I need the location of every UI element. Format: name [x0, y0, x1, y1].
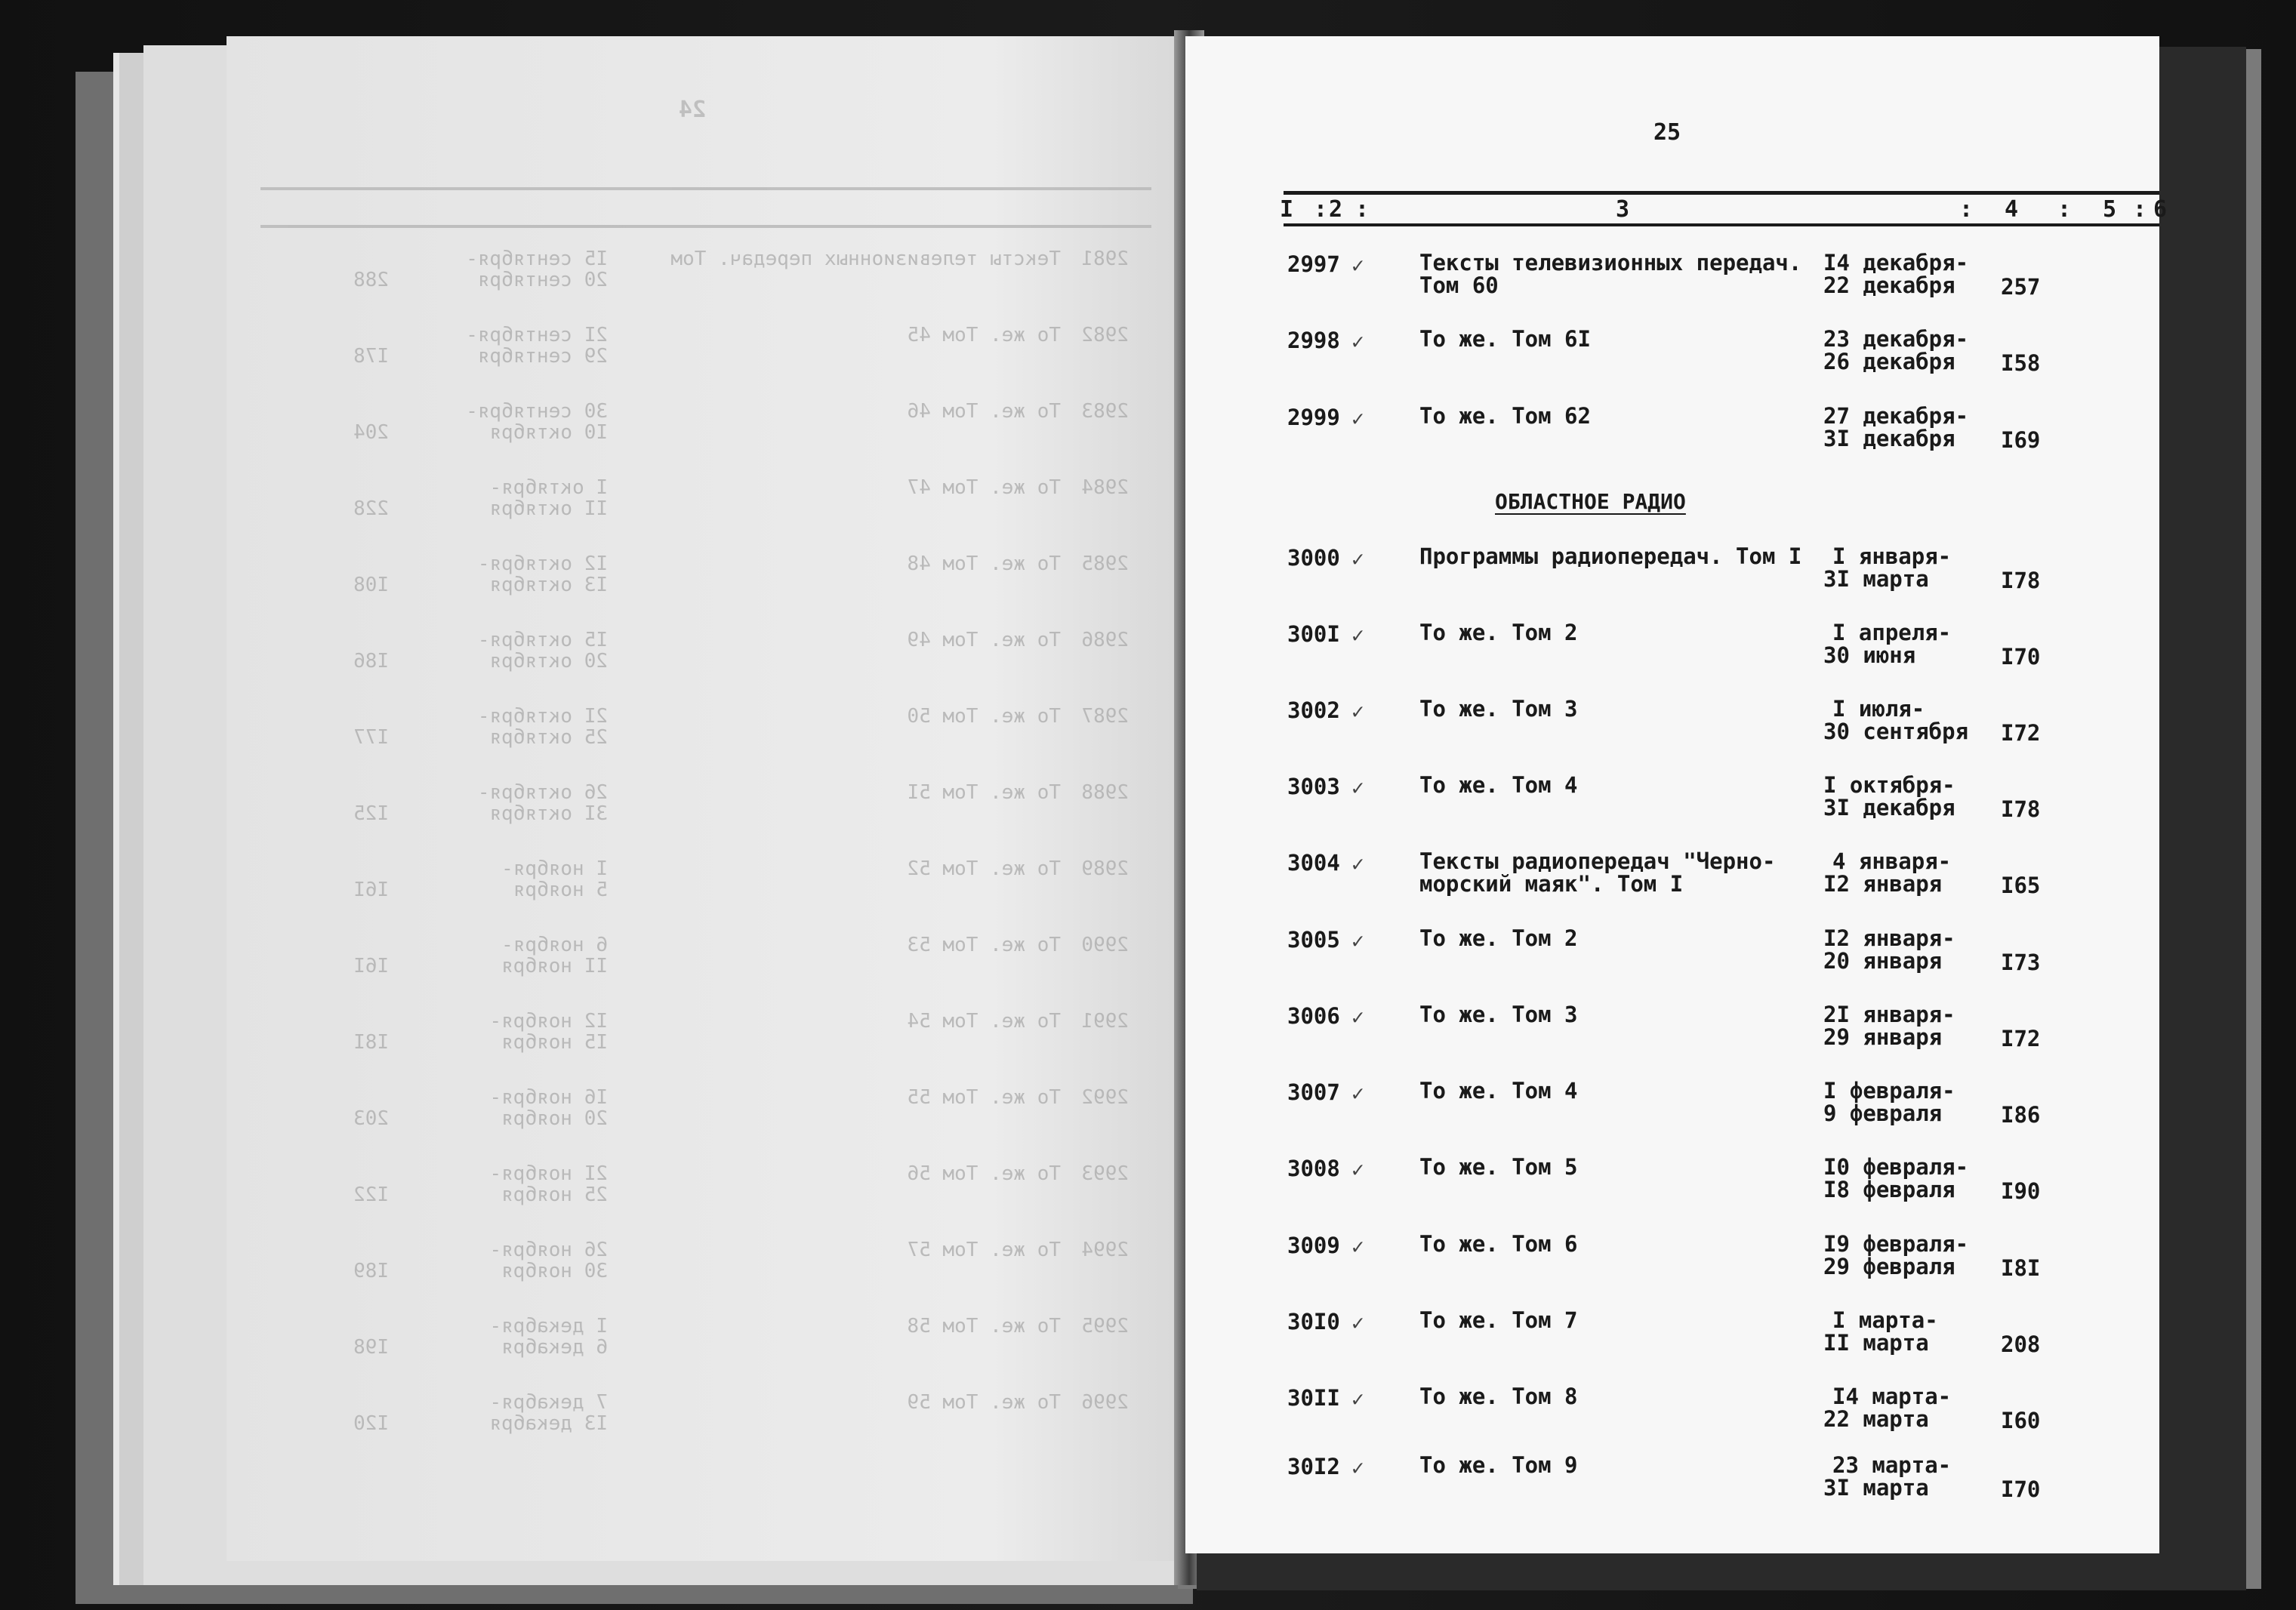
date-to: 22 декабря [1823, 272, 1955, 298]
left-date-from: 7 декабря- [489, 1391, 608, 1414]
date-to: II марта [1823, 1330, 1929, 1356]
table-row [1185, 774, 2159, 842]
date-from: I июля- [1832, 696, 1925, 722]
left-page-number: 24 [678, 97, 706, 123]
column-header: I [1280, 196, 1294, 223]
left-item-number: 2982 [1081, 324, 1129, 346]
left-date-from: I декабря- [489, 1315, 608, 1338]
item-number: 30I2 [1287, 1454, 1340, 1479]
item-title: То же. Том 2 [1419, 620, 1578, 645]
left-page-count: I98 [353, 1336, 389, 1359]
left-item-number: 2992 [1081, 1086, 1129, 1109]
date-to: 30 июня [1823, 642, 1916, 668]
table-row [1185, 621, 2159, 689]
column-header: 3 [1616, 196, 1630, 223]
left-item-title: То же. Том 57 [907, 1239, 1061, 1261]
item-dates [1823, 1156, 1997, 1201]
left-page-count: 204 [353, 421, 389, 444]
date-to: I8 февраля [1823, 1177, 1955, 1202]
item-title: То же. Том 6 [1419, 1231, 1578, 1257]
left-date-from: 2I сентября- [466, 324, 608, 346]
check-mark-icon: ✓ [1351, 1455, 1364, 1480]
table-row [1185, 545, 2159, 613]
page-count: I60 [2001, 1408, 2041, 1433]
left-date-from: I5 октября- [477, 629, 608, 651]
date-to: 9 февраля [1823, 1101, 1943, 1126]
date-to: 22 марта [1823, 1406, 1929, 1432]
left-date-from: I5 сентября- [466, 248, 608, 270]
header-rule-top [1284, 191, 2159, 195]
date-to: 3I марта [1823, 566, 1929, 592]
left-item-title: То же. Том 52 [907, 857, 1061, 880]
left-page-count: 288 [353, 269, 389, 291]
left-item-number: 2984 [1081, 476, 1129, 499]
date-from: I0 февраля- [1823, 1154, 1969, 1180]
page-count: I90 [2001, 1178, 2041, 1204]
item-dates [1823, 251, 1997, 297]
table-row [1185, 1156, 2159, 1224]
left-item-number: 2987 [1081, 705, 1129, 728]
item-number: 3009 [1287, 1233, 1340, 1258]
page-count: I65 [2001, 873, 2041, 898]
table-row [1185, 697, 2159, 765]
item-title: То же. Том 62 [1419, 403, 1591, 429]
left-item-number: 2985 [1081, 553, 1129, 575]
table-row [1185, 1385, 2159, 1453]
check-mark-icon: ✓ [1351, 623, 1364, 648]
check-mark-icon: ✓ [1351, 406, 1364, 431]
left-date-from: I2 октября- [477, 553, 608, 575]
table-row [1185, 328, 2159, 396]
page-count: I70 [2001, 1476, 2041, 1502]
left-date-from: I октября- [489, 476, 608, 499]
left-page-count: I20 [353, 1412, 389, 1435]
item-title: То же. Том 6I [1419, 326, 1591, 352]
item-title: То же. Том 3 [1419, 696, 1578, 722]
date-from: I января- [1832, 543, 1952, 569]
item-title: Тексты телевизионных передач. Том 60 [1419, 250, 1802, 298]
left-page-count: I77 [353, 726, 389, 749]
table-row [1185, 405, 2159, 473]
column-separator: : [2057, 196, 2072, 223]
column-header: 2 [1329, 196, 1343, 223]
item-title: То же. Том 4 [1419, 772, 1578, 798]
column-header: 4 [2005, 196, 2019, 223]
date-from: I4 марта- [1832, 1384, 1952, 1409]
column-separator: : [2133, 196, 2147, 223]
left-date-from: I ноября- [501, 857, 608, 880]
date-to: 30 сентября [1823, 719, 1969, 744]
page-count: I86 [2001, 1102, 2041, 1128]
left-page-count: I8I [353, 1031, 389, 1054]
check-mark-icon: ✓ [1351, 1081, 1364, 1106]
left-date-to: 30 ноября [501, 1260, 608, 1282]
page-number: 25 [1653, 119, 1681, 146]
date-from: 4 января- [1832, 848, 1952, 874]
item-dates [1823, 697, 1997, 743]
left-item-title: То же. Том 47 [907, 476, 1061, 499]
left-item-title: То же. Том 49 [907, 629, 1061, 651]
column-separator: : [1959, 196, 1974, 223]
item-number: 3007 [1287, 1079, 1340, 1105]
left-date-to: 20 октября [489, 650, 608, 673]
left-item-number: 2995 [1081, 1315, 1129, 1338]
left-item-title: То же. Том 54 [907, 1010, 1061, 1033]
left-item-title: То же. Том 59 [907, 1391, 1061, 1414]
item-number: 2997 [1287, 251, 1340, 277]
item-dates [1823, 1385, 1997, 1430]
page-count: I69 [2001, 427, 2041, 453]
page-count: I73 [2001, 950, 2041, 975]
left-date-to: I3 декабря [489, 1412, 608, 1435]
item-number: 3006 [1287, 1003, 1340, 1029]
column-separator: : [1314, 196, 1328, 223]
left-item-title: То же. Том 45 [907, 324, 1061, 346]
item-title: Тексты радиопередач "Черно-морский маяк". Том I [1419, 848, 1776, 897]
left-date-from: 2I ноября- [489, 1162, 608, 1185]
left-item-number: 2989 [1081, 857, 1129, 880]
left-date-to: I3 октября [489, 574, 608, 596]
section-title: ОБЛАСТНОЕ РАДИО [1495, 489, 1686, 514]
left-item-title: То же. Том 53 [907, 934, 1061, 956]
item-dates [1823, 621, 1997, 666]
page-count: I72 [2001, 1026, 2041, 1051]
left-header-rule-2 [260, 225, 1151, 228]
item-title: То же. Том 3 [1419, 1002, 1578, 1027]
left-item-title: То же. Том 46 [907, 400, 1061, 423]
item-number: 3005 [1287, 927, 1340, 953]
table-row [1185, 1454, 2159, 1522]
left-date-to: 20 ноября [501, 1107, 608, 1130]
check-mark-icon: ✓ [1351, 1310, 1364, 1335]
left-item-number: 2981 [1081, 248, 1129, 270]
date-from: I апреля- [1832, 620, 1952, 645]
page-count: 208 [2001, 1331, 2041, 1357]
item-number: 2999 [1287, 405, 1340, 430]
item-dates [1823, 1454, 1997, 1499]
left-date-to: II ноября [501, 955, 608, 977]
left-item-title: То же. Том 58 [907, 1315, 1061, 1338]
right-page [1185, 36, 2168, 1553]
date-to: 26 декабря [1823, 349, 1955, 374]
date-to: 3I марта [1823, 1475, 1929, 1501]
left-date-from: I2 ноября- [489, 1010, 608, 1033]
item-dates [1823, 405, 1997, 450]
date-to: 29 февраля [1823, 1254, 1955, 1279]
left-item-title: Тексты телевизионных передач. Том [658, 248, 1061, 270]
item-dates [1823, 1309, 1997, 1354]
item-number: 30II [1287, 1385, 1340, 1411]
left-page-count: I89 [353, 1260, 389, 1282]
left-item-number: 2986 [1081, 629, 1129, 651]
page-count: I70 [2001, 644, 2041, 670]
table-row [1185, 1003, 2159, 1071]
item-dates [1823, 1233, 1997, 1278]
left-header-rule [260, 187, 1151, 190]
item-dates [1823, 328, 1997, 373]
left-item-title: То же. Том 48 [907, 553, 1061, 575]
check-mark-icon: ✓ [1351, 1387, 1364, 1411]
table-row [1185, 1309, 2159, 1377]
check-mark-icon: ✓ [1351, 546, 1364, 571]
item-number: 300I [1287, 621, 1340, 647]
date-to: I2 января [1823, 871, 1943, 897]
check-mark-icon: ✓ [1351, 775, 1364, 800]
left-page-count: I6I [353, 879, 389, 901]
left-page-count: I6I [353, 955, 389, 977]
left-page-count: I08 [353, 574, 389, 596]
item-title: То же. Том 7 [1419, 1307, 1578, 1333]
left-page [227, 36, 1182, 1561]
item-number: 3002 [1287, 697, 1340, 723]
item-number: 3000 [1287, 545, 1340, 571]
date-to: 29 января [1823, 1024, 1943, 1050]
left-item-number: 2988 [1081, 781, 1129, 804]
left-date-from: 26 октября- [477, 781, 608, 804]
left-date-from: 26 ноября- [489, 1239, 608, 1261]
left-date-from: 6 ноября- [501, 934, 608, 956]
page-count: I8I [2001, 1255, 2041, 1281]
page-count: I72 [2001, 720, 2041, 746]
item-title: То же. Том 5 [1419, 1154, 1578, 1180]
page-count: I58 [2001, 350, 2041, 376]
check-mark-icon: ✓ [1351, 1005, 1364, 1030]
date-from: 23 марта- [1832, 1452, 1952, 1478]
item-number: 3003 [1287, 774, 1340, 799]
left-date-to: II октября [489, 497, 608, 520]
left-item-title: То же. Том 5I [907, 781, 1061, 804]
date-to: 3I декабря [1823, 426, 1955, 451]
item-dates [1823, 1003, 1997, 1048]
item-dates [1823, 545, 1997, 590]
item-title: То же. Том 4 [1419, 1078, 1578, 1104]
item-title: То же. Том 2 [1419, 925, 1578, 951]
left-date-to: I5 ноября [501, 1031, 608, 1054]
left-date-to: 3I октября [489, 802, 608, 825]
item-dates [1823, 927, 1997, 972]
left-date-to: 25 ноября [501, 1184, 608, 1206]
date-from: I9 февраля- [1823, 1231, 1969, 1257]
column-separator: : [1355, 196, 1370, 223]
left-item-number: 2996 [1081, 1391, 1129, 1414]
item-dates [1823, 774, 1997, 819]
column-header: 6 [2153, 196, 2168, 223]
left-item-title: То же. Том 56 [907, 1162, 1061, 1185]
left-page-count: 203 [353, 1107, 389, 1130]
left-page-count: I86 [353, 650, 389, 673]
left-page-count: I22 [353, 1184, 389, 1206]
check-mark-icon: ✓ [1351, 928, 1364, 953]
page-count: I78 [2001, 568, 2041, 593]
check-mark-icon: ✓ [1351, 253, 1364, 278]
date-from: I4 декабря- [1823, 250, 1969, 276]
item-number: 3004 [1287, 850, 1340, 876]
check-mark-icon: ✓ [1351, 699, 1364, 724]
table-row [1185, 1079, 2159, 1147]
left-date-to: 25 октября [489, 726, 608, 749]
date-from: I2 января- [1823, 925, 1955, 951]
left-date-to: 5 ноября [513, 879, 608, 901]
date-from: I февраля- [1823, 1078, 1955, 1104]
date-from: 2I января- [1823, 1002, 1955, 1027]
date-from: 23 декабря- [1823, 326, 1969, 352]
header-rule-bottom [1284, 223, 2159, 226]
item-dates [1823, 1079, 1997, 1125]
left-page-count: I78 [353, 345, 389, 368]
left-item-title: То же. Том 55 [907, 1086, 1061, 1109]
check-mark-icon: ✓ [1351, 1157, 1364, 1182]
page-count: I78 [2001, 796, 2041, 822]
left-date-to: 20 сентября [477, 269, 608, 291]
date-from: I марта- [1832, 1307, 1938, 1333]
left-item-number: 2983 [1081, 400, 1129, 423]
table-row [1185, 850, 2159, 918]
left-page-count: I25 [353, 802, 389, 825]
table-row [1185, 251, 2159, 319]
date-from: I октября- [1823, 772, 1955, 798]
table-row [1185, 927, 2159, 995]
item-number: 2998 [1287, 328, 1340, 353]
check-mark-icon: ✓ [1351, 851, 1364, 876]
left-item-number: 2994 [1081, 1239, 1129, 1261]
left-date-from: 2I октября- [477, 705, 608, 728]
date-from: 27 декабря- [1823, 403, 1969, 429]
column-header: 5 [2103, 196, 2117, 223]
item-title: То же. Том 8 [1419, 1384, 1578, 1409]
left-date-from: 30 сентября- [466, 400, 608, 423]
item-number: 3008 [1287, 1156, 1340, 1181]
table-row [1185, 1233, 2159, 1301]
left-item-number: 2990 [1081, 934, 1129, 956]
check-mark-icon: ✓ [1351, 329, 1364, 354]
date-to: 3I декабря [1823, 795, 1955, 820]
left-date-to: 29 сентября [477, 345, 608, 368]
date-to: 20 января [1823, 948, 1943, 974]
left-page-count: 228 [353, 497, 389, 520]
item-title: То же. Том 9 [1419, 1452, 1578, 1478]
left-date-from: I6 ноября- [489, 1086, 608, 1109]
item-title: Программы радиопередач. Том I [1419, 543, 1802, 569]
left-item-number: 2993 [1081, 1162, 1129, 1185]
item-number: 30I0 [1287, 1309, 1340, 1334]
page-count: 257 [2001, 274, 2041, 300]
left-item-number: 2991 [1081, 1010, 1129, 1033]
left-date-to: I0 октября [489, 421, 608, 444]
check-mark-icon: ✓ [1351, 1234, 1364, 1259]
left-item-title: То же. Том 50 [907, 705, 1061, 728]
left-date-to: 6 декабря [501, 1336, 608, 1359]
item-dates [1823, 850, 1997, 895]
left-page-bleedthrough [227, 36, 1182, 1561]
